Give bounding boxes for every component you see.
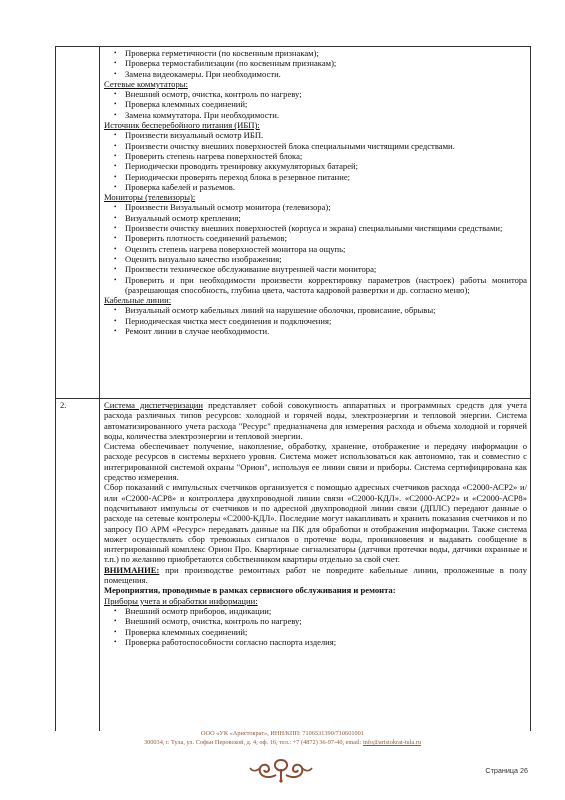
list-item: • Ремонт линии в случае необходимости.	[104, 326, 527, 336]
paragraph: Система обеспечивает получение, накопление, обработку, хранение, отображение и передачу информации о расходе ресурсов в системы верхнего уровня. Система может использоваться как автономно, так и совместно с интегрированной системой охраны "Орион", используя ее линии связи и приборы. Система сертифицирована как средство измерения.	[104, 441, 527, 483]
list-item: • Визуальный осмотр крепления;	[104, 213, 527, 223]
list-item: • Периодическая чистка мест соединения и подключения;	[104, 316, 527, 326]
list-item: • Проверить и при необходимости произвести корректировку параметров (настроек) работы монитора (разрешающая способность, глубина цвета, частота кадровой развертки и др. согласно меню);	[104, 275, 527, 296]
subsection-heading: Источник бесперебойного питания (ИБП):	[104, 120, 260, 131]
subsection-heading: Мониторы (телевизоры):	[104, 192, 196, 203]
subsection-heading: Кабельные линии:	[104, 295, 172, 306]
list-item: • Замена коммутатора. При необходимости.	[104, 110, 527, 120]
list-item: • Произвести Визуальный осмотр монитора (телевизора);	[104, 202, 527, 212]
list-item: • Произвести очистку внешних поверхностей блока специальными чистящими средствами.	[104, 141, 527, 151]
list-item: • Проверка кабелей и разъемов.	[104, 182, 527, 192]
page-number: Страница 26	[485, 766, 528, 775]
email-link[interactable]: info@aristokrat-tula.ru	[362, 739, 422, 746]
list-item: • Проверка герметичности (по косвенным признакам);	[104, 48, 527, 58]
row-content	[100, 47, 530, 398]
ornament-logo	[248, 757, 314, 783]
list-item: • Проверка термостабилизации (по косвенным признакам);	[104, 58, 527, 68]
list-item: • Периодически проводить тренировку аккумуляторных батарей;	[104, 161, 527, 171]
list-item: • Оценить степень нагрева поверхностей монитора на ощупь;	[104, 244, 527, 254]
list-item: • Проверка клеммных соединений;	[104, 627, 527, 637]
bullet-list	[104, 606, 527, 647]
warning-paragraph: ВНИМАНИЕ: при производстве ремонтных работ не повредите кабельные линии, проложенные в полу помещения.	[104, 564, 527, 586]
list-item: • Проверка работоспособности согласно паспорта изделия;	[104, 637, 527, 647]
list-item: • Внешний осмотр приборов, индикации;	[104, 606, 527, 616]
subsection-heading: Приборы учета и обработки информации:	[104, 595, 258, 606]
table-row	[56, 399, 530, 731]
company-address: 300034, г. Тула, ул. Софьи Перовской, д. 4, оф. 16, тел.: +7 (4872) 36-97-40, email: info@aristokrat-tula.ru	[143, 739, 422, 746]
warning-label: ВНИМАНИЕ:	[104, 564, 160, 575]
paragraph: Сбор показаний с импульсных счетчиков организуется с помощью адресных счетчиков расхода «С2000-АСР2» и/или «С2000-АСР8» и контроллера двухпроводной линии связи «С2000-КДЛ». «С2000-АСР2» и «С2000-АСР8» подсчитывают импульсы от счетчиков и по адресной двухпроводной линии связи (ДПЛС) передают данные о расходе на сетевые контролеры «С2000-КДЛ». Последние могут накапливать и хранить показания счетчиков и по запросу ПО АРМ «Ресурс» передавать данные на ПК для обработки и отображения информации. Также система может осуществлять сбор тревожных сигналов о протечке воды, проникновения и выдавать сообщение в интегрированный комплекс Орион Про. Квартирные сигнализаторы (датчики протечки воды, датчики охранные и т.п.) по желанию приобретаются собственником квартиры отдельно за свой счет.	[104, 482, 527, 565]
term-dispatch-system: Система диспетчеризации	[104, 400, 204, 410]
list-item: • Проверить степень нагрева поверхностей блока;	[104, 151, 527, 161]
section-heading: Мероприятия, проводимые в рамках сервисного обслуживания и ремонта:	[104, 585, 396, 596]
intro-paragraph: Система диспетчеризации представляет собой совокупность аппаратных и программных средств для учета расхода различных типов ресурсов: холодной и горячей воды, электроэнергии и тепловой энергии. Система автоматизированного учета расхода "Ресурс" предназначена для измерения расхода и объема холодной и горячей воды, количества электроэнергии и тепловой энергии.	[104, 400, 527, 441]
list-item: • Проверка клеммных соединений;	[104, 99, 527, 109]
list-item: • Произвести техническое обслуживание внутренней части монитора;	[104, 264, 527, 274]
list-item: • Периодически проверять переход блока в резервное питание;	[104, 172, 527, 182]
list-item: • Оценить визуально качество изображения;	[104, 254, 527, 264]
company-requisites: ООО «УК «Аристократ», ИНН/КПП: 7106531390/710601001	[201, 730, 364, 737]
table-row	[56, 47, 530, 399]
list-item: • Произвести визуальный осмотр ИБП.	[104, 130, 527, 140]
row-content	[100, 399, 530, 731]
maintenance-table	[55, 46, 531, 731]
row-number	[56, 47, 100, 398]
list-item: • Внешний осмотр, очистка, контроль по нагреву;	[104, 89, 527, 99]
subsection-heading: Сетевые коммутаторы:	[104, 78, 188, 89]
list-item: • Визуальный осмотр кабельных линий на нарушение оболочки, провисание, обрывы;	[104, 305, 527, 315]
list-item: • Внешний осмотр, очистка, контроль по нагреву;	[104, 616, 527, 626]
row-number: 2.	[56, 399, 100, 731]
list-item: • Произвести очистку внешних поверхностей (корпуса и экрана) специальными чистящими средствами;	[104, 223, 527, 233]
list-item: • Замена видеокамеры. При необходимости.	[104, 69, 527, 79]
list-item: • Проверить плотность соединений разъемов;	[104, 233, 527, 243]
